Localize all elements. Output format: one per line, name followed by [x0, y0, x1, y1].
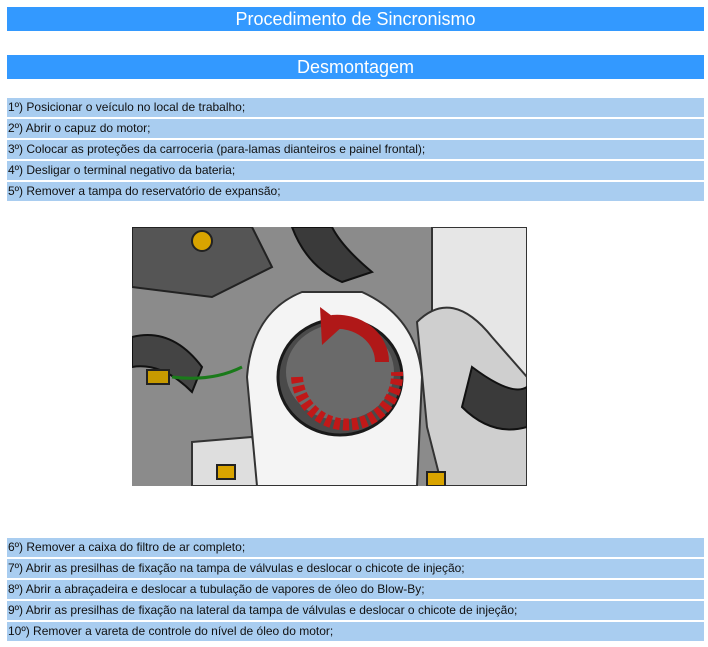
step-row: 9º) Abrir as presilhas de fixação na lateral da tampa de válvulas e deslocar o chicote de injeção;	[7, 601, 704, 620]
section-title: Desmontagem	[7, 55, 704, 79]
step-row: 1º) Posicionar o veículo no local de trabalho;	[7, 98, 704, 117]
step-row: 5º) Remover a tampa do reservatório de expansão;	[7, 182, 704, 201]
step-row: 4º) Desligar o terminal negativo da bateria;	[7, 161, 704, 180]
step-row: 8º) Abrir a abraçadeira e deslocar a tubulação de vapores de óleo do Blow-By;	[7, 580, 704, 599]
step-list-part2	[7, 538, 704, 643]
step-row: 10º) Remover a vareta de controle do nível de óleo do motor;	[7, 622, 704, 641]
step-row: 7º) Abrir as presilhas de fixação na tampa de válvulas e deslocar o chicote de injeção;	[7, 559, 704, 578]
step-row: 6º) Remover a caixa do filtro de ar completo;	[7, 538, 704, 557]
step-row: 3º) Colocar as proteções da carroceria (para-lamas dianteiros e painel frontal);	[7, 140, 704, 159]
step-row: 2º) Abrir o capuz do motor;	[7, 119, 704, 138]
engine-expansion-cap-icon	[132, 227, 527, 486]
engine-illustration	[132, 227, 527, 486]
page-title: Procedimento de Sincronismo	[7, 7, 704, 31]
step-list-part1	[7, 98, 704, 203]
